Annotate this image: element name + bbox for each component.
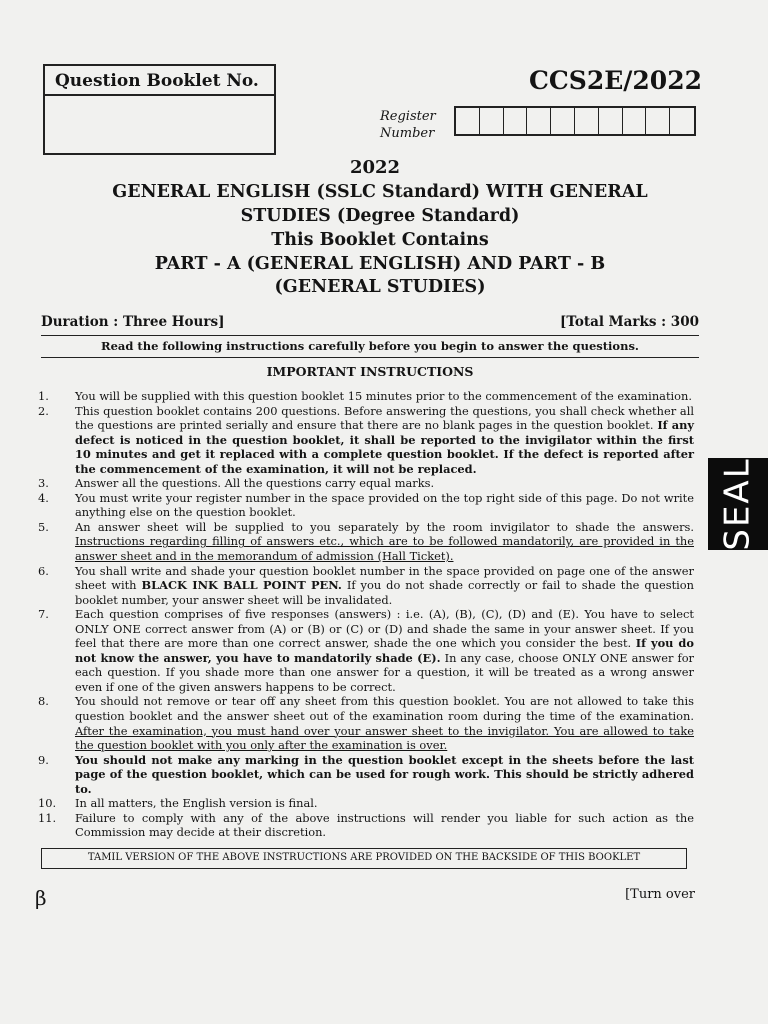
register-digit-cell[interactable] bbox=[527, 108, 551, 134]
register-number-label: Register Number bbox=[380, 109, 436, 141]
instruction-item: 5. An answer sheet will be supplied to you separately by the room invigilator to shade the answers. Instructions regarding filling of answers etc., which are to be followed mandatorily, are provided in the answer sheet and in the memorandum of admission (Hall Ticket). bbox=[38, 519, 694, 564]
instruction-item: 1. You will be supplied with this question booklet 15 minutes prior to the commencement of the examination. bbox=[38, 389, 692, 403]
instruction-item: 11. Failure to comply with any of the above instructions will render you liable for such action as the Commission may decide at their discretion. bbox=[38, 810, 694, 840]
register-digit-cell[interactable] bbox=[551, 108, 575, 134]
exam-title-line-1: GENERAL ENGLISH (SSLC Standard) WITH GENERAL bbox=[112, 182, 648, 202]
read-instructions-note: Read the following instructions carefully before you begin to answer the questions. bbox=[101, 339, 639, 353]
instruction-item: 2. This question booklet contains 200 questions. Before answering the questions, you shall check whether all the questions are printed serially and ensure that there are no blank pages in the question booklet. If any defect is noticed in the question booklet, it shall be reported to the invigilator within the first 10 minutes and get it replaced with a complete question booklet. If the defect is reported after the commencement of the examination, it will not be replaced. bbox=[38, 403, 694, 476]
exam-title-line-2: STUDIES (Degree Standard) bbox=[240, 206, 520, 226]
instruction-item: 10. In all matters, the English version is final. bbox=[38, 796, 318, 811]
instruction-item: 8. You should not remove or tear off any sheet from this question booklet. You are not allowed to take this question booklet and the answer sheet out of the examination room during the time of the examination. After the examination, you must hand over your answer sheet to the invigilator. You are allowed to take the question booklet with you only after the examination is over. bbox=[38, 694, 694, 753]
register-digit-cell[interactable] bbox=[670, 108, 694, 134]
register-digit-cell[interactable] bbox=[480, 108, 504, 134]
exam-year: 2022 bbox=[349, 157, 401, 178]
instruction-item: 9. You should not make any marking in the question booklet except in the sheets before the last page of the question booklet, which can be used for rough work. This should be strictly adhered to. bbox=[38, 752, 694, 796]
beta-symbol: β bbox=[35, 886, 47, 910]
instruction-item: 4. You must write your register number in the space provided on the top right side of this page. Do not write anything else on the question booklet. bbox=[38, 490, 694, 520]
seal-label: SEAL bbox=[718, 457, 759, 551]
instruction-item: 3. Answer all the questions. All the questions carry equal marks. bbox=[38, 476, 435, 491]
turn-over-note: [Turn over bbox=[625, 887, 695, 902]
divider bbox=[41, 335, 699, 336]
important-instructions-heading: IMPORTANT INSTRUCTIONS bbox=[266, 364, 474, 379]
register-digit-cell[interactable] bbox=[575, 108, 599, 134]
booklet-number-box[interactable] bbox=[43, 64, 276, 155]
tamil-version-note: TAMIL VERSION OF THE ABOVE INSTRUCTIONS ARE PROVIDED ON THE BACKSIDE OF THIS BOOKLET bbox=[41, 848, 687, 869]
seal-tab bbox=[708, 458, 768, 550]
parts-line-1: PART - A (GENERAL ENGLISH) AND PART - B bbox=[154, 254, 606, 274]
register-digit-cell[interactable] bbox=[646, 108, 670, 134]
register-digit-cell[interactable] bbox=[504, 108, 528, 134]
register-digit-cell[interactable] bbox=[623, 108, 647, 134]
register-number-boxes[interactable] bbox=[454, 106, 696, 136]
register-digit-cell[interactable] bbox=[599, 108, 623, 134]
divider bbox=[41, 357, 699, 358]
exam-code: CCS2E/2022 bbox=[528, 66, 702, 95]
parts-line-2: (GENERAL STUDIES) bbox=[274, 277, 486, 297]
instruction-item: 7. Each question comprises of five responses (answers) : i.e. (A), (B), (C), (D) and (E). You have to select ONLY ONE correct answer from (A) or (B) or (C) or (D) and shade the same in your answer sheet. If you feel that there are more than one correct answer, shade the one which you consider the best. If you do not know the answer, you have to mandatorily shade (E). In any case, choose ONLY ONE answer for each question. If you shade more than one answer for a question, it will be treated as a wrong answer even if one of the given answers happens to be correct. bbox=[38, 607, 694, 694]
booklet-contains: This Booklet Contains bbox=[271, 230, 489, 250]
instructions-list bbox=[38, 389, 694, 840]
total-marks: [Total Marks : 300 bbox=[559, 314, 699, 330]
duration: Duration : Three Hours] bbox=[41, 314, 225, 330]
booklet-number-label: Question Booklet No. bbox=[45, 66, 274, 96]
register-digit-cell[interactable] bbox=[456, 108, 480, 134]
instruction-item: 6. You shall write and shade your question booklet number in the space provided on page one of the answer sheet with BLACK INK BALL POINT PEN. If you do not shade correctly or fail to shade the question booklet number, your answer sheet will be invalidated. bbox=[38, 563, 694, 607]
